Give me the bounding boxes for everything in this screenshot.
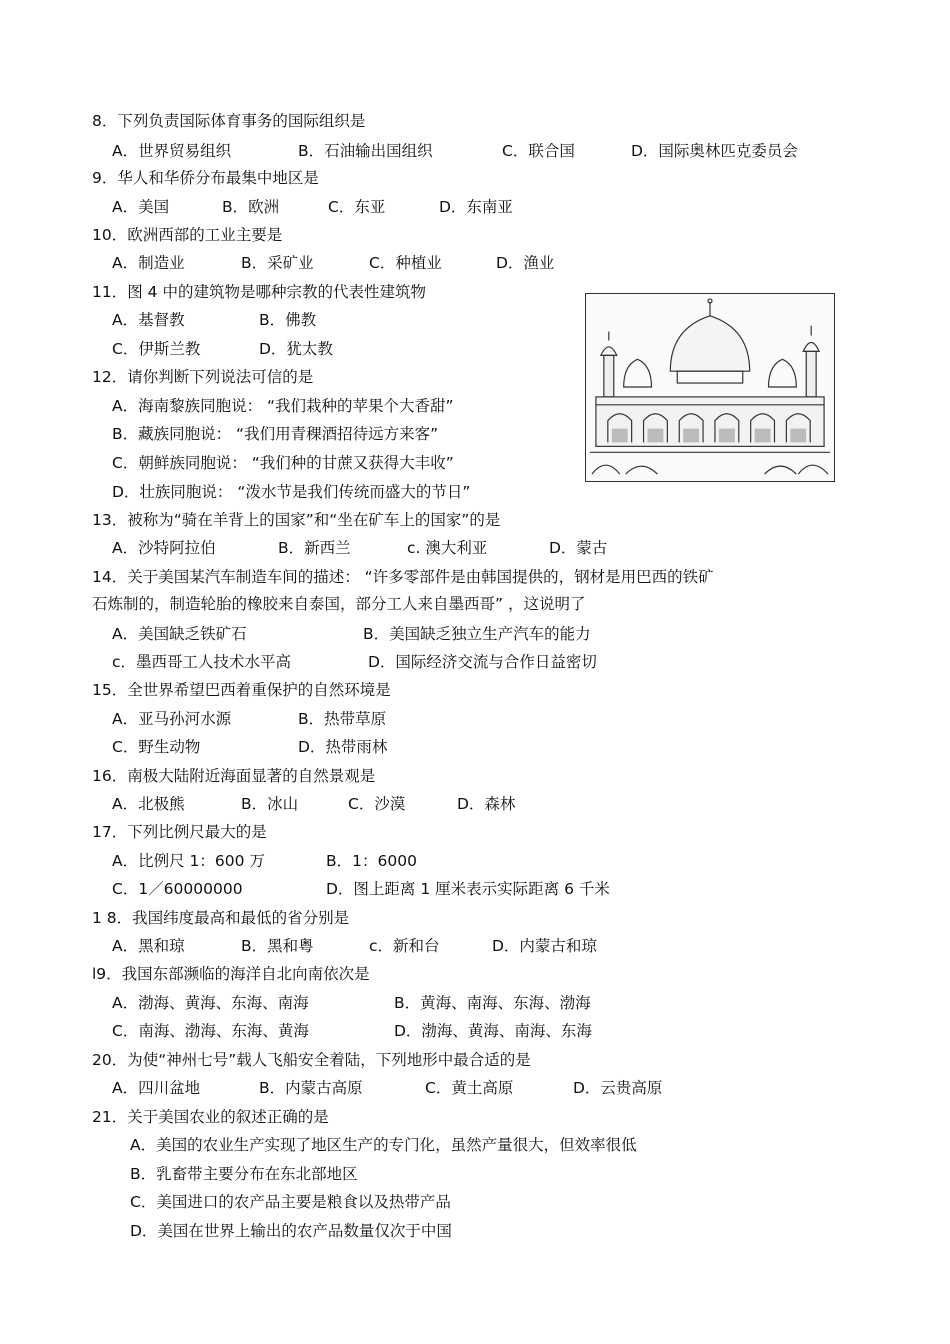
- question-17-option-c: C．1／60000000: [112, 880, 243, 898]
- question-11-option-c: C．伊斯兰教: [112, 340, 201, 358]
- question-21-option-b: B．乳畜带主要分布在东北部地区: [130, 1165, 358, 1183]
- question-16-stem: 16．南极大陆附近海面显著的自然景观是: [92, 767, 376, 785]
- question-19-option-c: C．南海、渤海、东海、黄海: [112, 1022, 309, 1040]
- question-8-option-c: C．联合国: [502, 142, 575, 160]
- question-20-option-b: B．内蒙古高原: [259, 1079, 363, 1097]
- question-17-option-b: B．1：6000: [326, 852, 417, 870]
- question-14-option-c: c．墨西哥工人技术水平高: [112, 653, 292, 671]
- question-14-stem-continued: 石炼制的，制造轮胎的橡胶来自泰国，部分工人来自墨西哥” ，这说明了: [92, 595, 586, 613]
- question-18-option-a: A．黑和琼: [112, 937, 185, 955]
- question-11-option-b: B．佛教: [259, 311, 317, 329]
- question-14-option-b: B．美国缺乏独立生产汽车的能力: [363, 625, 591, 643]
- question-16-option-a: A．北极熊: [112, 795, 185, 813]
- question-9-stem: 9．华人和华侨分布最集中地区是: [92, 169, 319, 187]
- question-10-option-b: B．采矿业: [241, 254, 314, 272]
- question-16-option-c: C．沙漠: [348, 795, 406, 813]
- question-13-option-d: D．蒙古: [549, 539, 608, 557]
- question-10-option-d: D．渔业: [496, 254, 555, 272]
- question-16-option-d: D．森林: [457, 795, 516, 813]
- question-14-option-a: A．美国缺乏铁矿石: [112, 625, 247, 643]
- question-19-option-b: B．黄海、南海、东海、渤海: [394, 994, 591, 1012]
- question-20-option-a: A．四川盆地: [112, 1079, 201, 1097]
- question-15-stem: 15．全世界希望巴西着重保护的自然环境是: [92, 681, 391, 699]
- question-13-option-a: A．沙特阿拉伯: [112, 539, 216, 557]
- question-15-option-d: D．热带雨林: [298, 738, 388, 756]
- figure-4-mosque-image: [585, 293, 835, 482]
- question-15-option-a: A．亚马孙河水源: [112, 710, 232, 728]
- question-12-option-a: A．海南黎族同胞说： “我们栽种的苹果个大香甜”: [112, 397, 454, 415]
- question-16-option-b: B．冰山: [241, 795, 299, 813]
- question-17-option-a: A．比例尺 1：600 万: [112, 852, 265, 870]
- question-12-option-b: B．藏族同胞说： “我们用青稞酒招待远方来客”: [112, 425, 439, 443]
- question-11-option-a: A．基督教: [112, 311, 185, 329]
- question-20-option-c: C．黄土高原: [425, 1079, 514, 1097]
- question-8-option-a: A．世界贸易组织: [112, 142, 232, 160]
- question-8-stem: 8．下列负责国际体育事务的国际组织是: [92, 112, 366, 130]
- question-12-stem: 12．请你判断下列说法可信的是: [92, 368, 314, 386]
- question-20-stem: 20．为使“神州七号”载人飞船安全着陆，下列地形中最合适的是: [92, 1051, 531, 1069]
- question-15-option-b: B．热带草原: [298, 710, 387, 728]
- question-21-option-d: D．美国在世界上输出的农产品数量仅次于中国: [130, 1222, 452, 1240]
- question-19-stem: l9．我国东部濒临的海洋自北向南依次是: [92, 965, 370, 983]
- question-8-option-d: D．国际奥林匹克委员会: [631, 142, 798, 160]
- question-19-option-d: D．渤海、黄海、南海、东海: [394, 1022, 592, 1040]
- question-20-option-d: D．云贵高原: [573, 1079, 663, 1097]
- question-13-stem: 13．被称为“骑在羊背上的国家”和“坐在矿车上的国家”的是: [92, 511, 501, 529]
- question-13-option-c: c. 澳大利亚: [407, 539, 488, 557]
- question-21-stem: 21．关于美国农业的叙述正确的是: [92, 1108, 329, 1126]
- question-9-option-a: A．美国: [112, 198, 170, 216]
- question-18-option-b: B．黑和粤: [241, 937, 314, 955]
- question-11-stem: 11．图 4 中的建筑物是哪种宗教的代表性建筑物: [92, 283, 426, 301]
- question-10-stem: 10．欧洲西部的工业主要是: [92, 226, 283, 244]
- question-19-option-a: A．渤海、黄海、东海、南海: [112, 994, 309, 1012]
- question-9-option-c: C．东亚: [328, 198, 386, 216]
- mosque-drawing: [586, 294, 834, 481]
- question-13-option-b: B．新西兰: [278, 539, 351, 557]
- question-18-stem: 1 8．我国纬度最高和最低的省分别是: [92, 909, 350, 927]
- question-12-option-c: C．朝鲜族同胞说： “我们种的甘蔗又获得大丰收”: [112, 454, 454, 472]
- question-17-option-d: D．图上距离 1 厘米表示实际距离 6 千米: [326, 880, 610, 898]
- question-21-option-c: C．美国进口的农产品主要是粮食以及热带产品: [130, 1193, 451, 1211]
- question-8-option-b: B．石油输出国组织: [298, 142, 433, 160]
- question-9-option-b: B．欧洲: [222, 198, 280, 216]
- question-12-option-d: D．壮族同胞说： “泼水节是我们传统而盛大的节日”: [112, 483, 471, 501]
- question-18-option-c: c．新和台: [369, 937, 440, 955]
- question-15-option-c: C．野生动物: [112, 738, 201, 756]
- question-14-option-d: D．国际经济交流与合作日益密切: [368, 653, 597, 671]
- question-14-stem: 14．关于美国某汽车制造车间的描述： “许多零部件是由韩国提供的，钢材是用巴西的铁矿: [92, 568, 714, 586]
- question-10-option-c: C．种植业: [369, 254, 442, 272]
- question-11-option-d: D．犹太教: [259, 340, 333, 358]
- question-18-option-d: D．内蒙古和琼: [492, 937, 597, 955]
- question-17-stem: 17．下列比例尺最大的是: [92, 823, 267, 841]
- question-21-option-a: A．美国的农业生产实现了地区生产的专门化，虽然产量很大，但效率很低: [130, 1136, 637, 1154]
- question-9-option-d: D．东南亚: [439, 198, 513, 216]
- question-10-option-a: A．制造业: [112, 254, 185, 272]
